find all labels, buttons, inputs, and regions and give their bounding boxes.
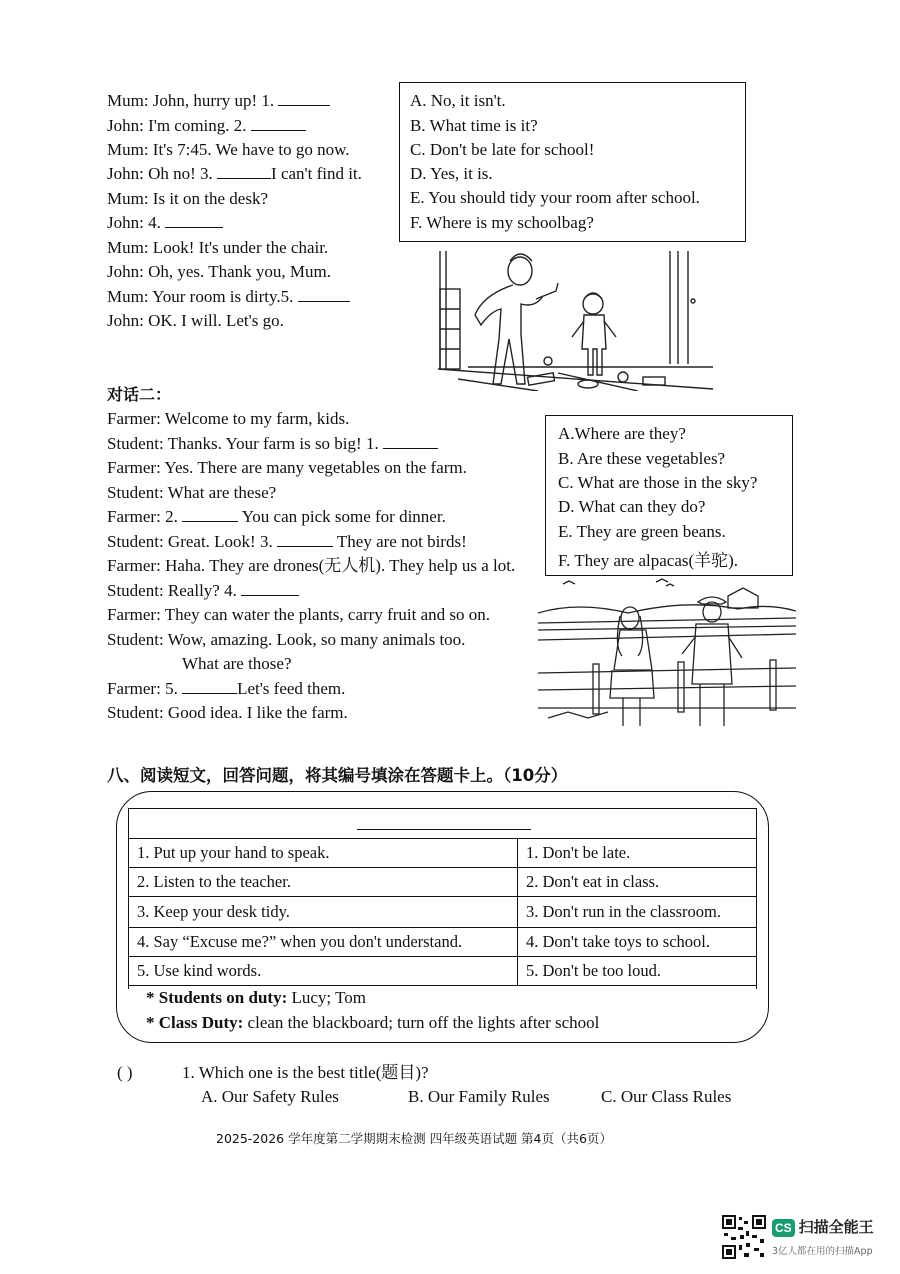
section-heading: 八、阅读短文，回答问题，将其编号填涂在答题卡上。（10分） bbox=[107, 766, 568, 785]
page-footer: 2025-2026 学年度第二学期期末检测 四年级英语试题 第4页（共6页） bbox=[216, 1131, 612, 1146]
dialogue1-line: John: 4. bbox=[107, 211, 223, 236]
answer-blank bbox=[182, 679, 237, 694]
table-cell: 3. Don't run in the classroom. bbox=[518, 897, 757, 928]
rules-table bbox=[128, 838, 757, 986]
class-duty-line: * Class Duty: clean the blackboard; turn off the lights after school bbox=[146, 1013, 600, 1032]
answer-blank bbox=[383, 434, 438, 449]
question-text: 1. Which one is the best title(题目)? bbox=[182, 1063, 429, 1082]
table-row bbox=[129, 868, 757, 897]
table-cell: 4. Don't take toys to school. bbox=[518, 928, 757, 957]
option-item: F. They are alpacas(羊驼). bbox=[558, 551, 739, 570]
scanner-app-name: 扫描全能王 bbox=[798, 1218, 874, 1236]
option-item: F. Where is my schoolbag? bbox=[410, 213, 594, 232]
table-cell: 1. Put up your hand to speak. bbox=[129, 839, 518, 868]
dialogue2-line: Student: Thanks. Your farm is so big! 1. bbox=[107, 432, 438, 457]
table-cell: 3. Keep your desk tidy. bbox=[129, 897, 518, 928]
dialogue2-line: Student: What are these? bbox=[107, 483, 277, 502]
option-item: D. What can they do? bbox=[558, 497, 706, 516]
table-row bbox=[129, 897, 757, 928]
mum-and-boy-illustration bbox=[438, 249, 713, 391]
dialogue1-line: John: OK. I will. Let's go. bbox=[107, 311, 284, 330]
dialogue1-line: Mum: It's 7:45. We have to go now. bbox=[107, 140, 350, 159]
option-item: E. They are green beans. bbox=[558, 522, 726, 541]
dialogue1-line: Mum: Is it on the desk? bbox=[107, 189, 269, 208]
dialogue2-options-box bbox=[545, 415, 793, 576]
question-option: A. Our Safety Rules bbox=[201, 1087, 339, 1106]
option-item: A. No, it isn't. bbox=[410, 91, 506, 110]
answer-blank bbox=[241, 581, 299, 596]
answer-blank bbox=[217, 164, 271, 179]
dialogue2-line: Farmer: They can water the plants, carry fruit and so on. bbox=[107, 605, 490, 624]
farm-illustration bbox=[538, 578, 796, 728]
dialogue2-line: Farmer: 5. Let's feed them. bbox=[107, 679, 346, 698]
question-option: B. Our Family Rules bbox=[408, 1087, 550, 1106]
answer-blank bbox=[182, 507, 238, 522]
dialogue2-line: Student: Great. Look! 3. They are not birds! bbox=[107, 532, 467, 551]
dialogue2-line: What are those? bbox=[182, 654, 292, 673]
option-item: C. Don't be late for school! bbox=[410, 140, 595, 159]
dialogue1-line: John: Oh, yes. Thank you, Mum. bbox=[107, 262, 331, 281]
dialogue2-line: Farmer: 2. You can pick some for dinner. bbox=[107, 507, 446, 526]
answer-parentheses: ( ) bbox=[117, 1063, 133, 1082]
dialogue1-line: John: I'm coming. 2. bbox=[107, 114, 306, 139]
dialogue1-line: Mum: Look! It's under the chair. bbox=[107, 238, 329, 257]
dialogue2-line: Student: Good idea. I like the farm. bbox=[107, 703, 348, 722]
scanner-app-brand bbox=[772, 1216, 874, 1237]
scanner-app-tagline: 3亿人都在用的扫描App bbox=[772, 1246, 873, 1257]
answer-blank bbox=[278, 91, 330, 106]
table-row bbox=[129, 928, 757, 957]
title-blank bbox=[357, 829, 531, 830]
answer-blank bbox=[251, 116, 306, 131]
question-option: C. Our Class Rules bbox=[601, 1087, 732, 1106]
table-cell: 2. Don't eat in class. bbox=[518, 868, 757, 897]
table-cell: 5. Don't be too loud. bbox=[518, 957, 757, 986]
dialogue2-title: 对话二： bbox=[107, 385, 172, 404]
dialogue1-line: Mum: John, hurry up! 1. bbox=[107, 89, 330, 114]
answer-blank bbox=[277, 532, 333, 547]
answer-blank bbox=[165, 213, 223, 228]
table-cell: 1. Don't be late. bbox=[518, 839, 757, 868]
dialogue1-line: John: Oh no! 3. I can't find it. bbox=[107, 164, 362, 183]
table-cell: 4. Say “Excuse me?” when you don't understand. bbox=[129, 928, 518, 957]
option-item: C. What are those in the sky? bbox=[558, 473, 758, 492]
duty-line: * Students on duty: Lucy; Tom bbox=[146, 988, 367, 1007]
option-item: E. You should tidy your room after school. bbox=[410, 188, 700, 207]
dialogue2-line: Farmer: Welcome to my farm, kids. bbox=[107, 409, 350, 428]
option-item: B. What time is it? bbox=[410, 116, 538, 135]
option-item: A.Where are they? bbox=[558, 424, 686, 443]
table-cell: 2. Listen to the teacher. bbox=[129, 868, 518, 897]
dialogue2-line: Student: Wow, amazing. Look, so many animals too. bbox=[107, 630, 466, 649]
table-cell: 5. Use kind words. bbox=[129, 957, 518, 986]
dialogue2-line: Farmer: Haha. They are drones(无人机). They help us a lot. bbox=[107, 556, 516, 575]
qr-code-icon bbox=[722, 1215, 766, 1259]
option-item: D. Yes, it is. bbox=[410, 164, 493, 183]
dialogue2-line: Student: Really? 4. bbox=[107, 579, 299, 604]
option-item: B. Are these vegetables? bbox=[558, 449, 726, 468]
answer-blank bbox=[298, 287, 350, 302]
table-row bbox=[129, 839, 757, 868]
dialogue1-options-box bbox=[399, 82, 746, 242]
cs-logo-icon: CS bbox=[772, 1219, 795, 1237]
dialogue1-line: Mum: Your room is dirty.5. bbox=[107, 285, 350, 310]
dialogue2-line: Farmer: Yes. There are many vegetables on the farm. bbox=[107, 458, 467, 477]
table-row bbox=[129, 957, 757, 986]
